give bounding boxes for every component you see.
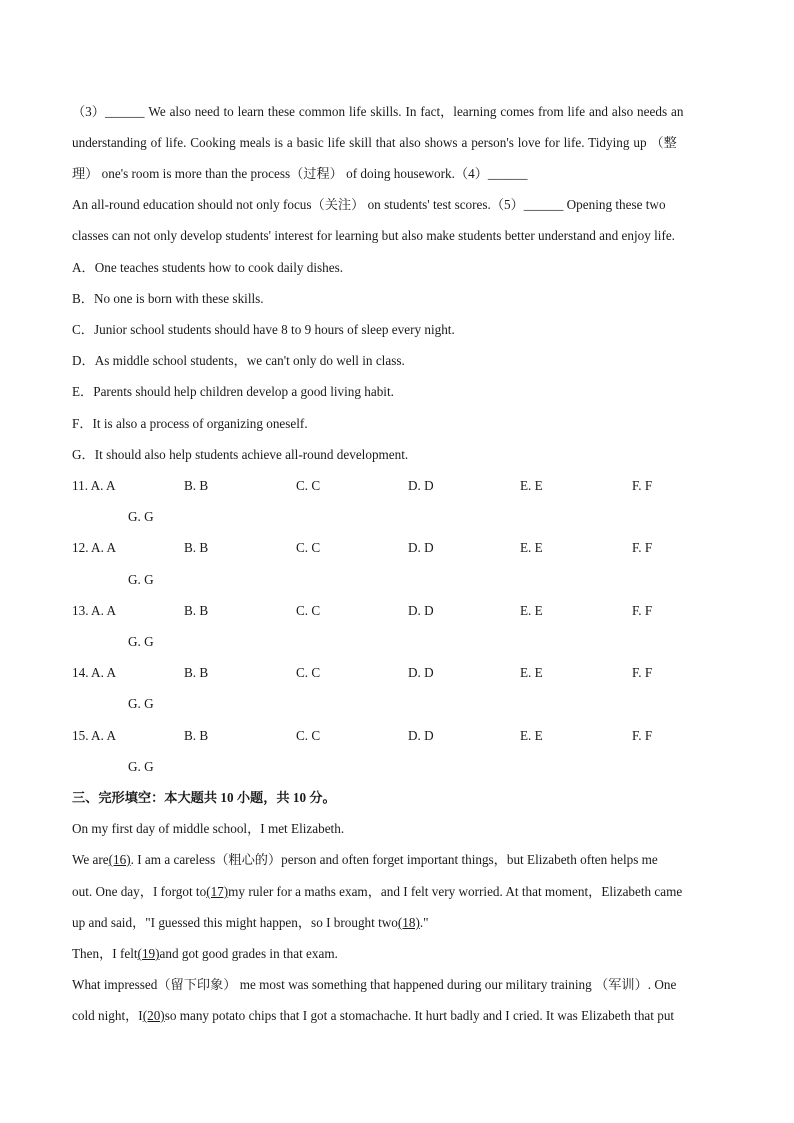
answer-choice-f[interactable]: F. F xyxy=(632,478,653,493)
passage-line: （3）______ We also need to learn these common life skills. In fact，learning comes from life and also needs an xyxy=(72,104,684,119)
answer-choice-a[interactable]: 15. A. A xyxy=(72,728,116,743)
answer-choice-e[interactable]: E. E xyxy=(520,478,543,493)
answer-choice-e[interactable]: E. E xyxy=(520,665,543,680)
section-heading: 三、完形填空：本大题共 10 小题，共 10 分。 xyxy=(72,790,336,805)
passage-line: An all-round education should not only focus（关注） on students' test scores.（5）______ Opening these two xyxy=(72,197,666,212)
cloze-line xyxy=(72,946,338,962)
option-a: A．One teaches students how to cook daily dishes. xyxy=(72,260,344,275)
answer-choice-e[interactable]: E. E xyxy=(520,603,543,618)
blank-16[interactable]: (16) xyxy=(108,852,131,867)
answer-choice-e[interactable]: E. E xyxy=(520,540,543,555)
answer-choice-f[interactable]: F. F xyxy=(632,540,653,555)
answer-choice-b[interactable]: B. B xyxy=(184,603,209,618)
cloze-line xyxy=(72,852,658,868)
option-f: F．It is also a process of organizing oneself. xyxy=(72,416,308,431)
answer-choice-a[interactable]: 11. A. A xyxy=(72,478,116,493)
passage-line: understanding of life. Cooking meals is a basic life skill that also shows a person's love for life. Tidying up （整 xyxy=(72,135,677,150)
answer-choice-d[interactable]: D. D xyxy=(408,540,434,555)
option-b: B．No one is born with these skills. xyxy=(72,291,264,306)
cloze-text: Then，I felt xyxy=(72,946,138,961)
answer-choice-f[interactable]: F. F xyxy=(632,728,653,743)
answer-choice-d[interactable]: D. D xyxy=(408,478,434,493)
answer-choice-g[interactable]: G. G xyxy=(128,696,154,711)
cloze-line xyxy=(72,884,682,900)
answer-choice-d[interactable]: D. D xyxy=(408,603,434,618)
answer-choice-b[interactable]: B. B xyxy=(184,540,209,555)
cloze-text: cold night，I xyxy=(72,1008,143,1023)
answer-choice-c[interactable]: C. C xyxy=(296,478,321,493)
passage-line: classes can not only develop students' interest for learning but also make students better understand and enjoy life. xyxy=(72,228,675,243)
cloze-text: out. One day，I forgot to xyxy=(72,884,207,899)
cloze-text: We are xyxy=(72,852,109,867)
option-c: C．Junior school students should have 8 to 9 hours of sleep every night. xyxy=(72,322,455,337)
cloze-line: What impressed（留下印象） me most was something that happened during our military training （军训）. One xyxy=(72,977,677,992)
blank-20[interactable]: (20) xyxy=(142,1008,165,1023)
cloze-text: ." xyxy=(419,915,429,930)
cloze-line xyxy=(72,915,429,931)
answer-choice-c[interactable]: C. C xyxy=(296,665,321,680)
answer-choice-a[interactable]: 13. A. A xyxy=(72,603,116,618)
answer-choice-c[interactable]: C. C xyxy=(296,603,321,618)
answer-choice-d[interactable]: D. D xyxy=(408,728,434,743)
answer-choice-g[interactable]: G. G xyxy=(128,759,154,774)
cloze-line xyxy=(72,1008,674,1024)
cloze-text: and got good grades in that exam. xyxy=(159,946,338,961)
blank-19[interactable]: (19) xyxy=(137,946,160,961)
answer-choice-b[interactable]: B. B xyxy=(184,665,209,680)
cloze-text: so many potato chips that I got a stomachache. It hurt badly and I cried. It was Elizabeth that put xyxy=(164,1008,675,1023)
answer-choice-b[interactable]: B. B xyxy=(184,728,209,743)
answer-choice-e[interactable]: E. E xyxy=(520,728,543,743)
answer-choice-g[interactable]: G. G xyxy=(128,572,154,587)
blank-18[interactable]: (18) xyxy=(397,915,420,930)
cloze-text: my ruler for a maths exam，and I felt very worried. At that moment，Elizabeth came xyxy=(228,884,683,899)
answer-choice-c[interactable]: C. C xyxy=(296,728,321,743)
option-g: G．It should also help students achieve all-round development. xyxy=(72,447,409,462)
answer-choice-f[interactable]: F. F xyxy=(632,603,653,618)
answer-choice-g[interactable]: G. G xyxy=(128,509,154,524)
cloze-text: . I am a careless（粗心的）person and often forget important things，but Elizabeth often helps me xyxy=(130,852,658,867)
option-d: D．As middle school students，we can't only do well in class. xyxy=(72,353,405,368)
answer-choice-a[interactable]: 14. A. A xyxy=(72,665,116,680)
answer-choice-c[interactable]: C. C xyxy=(296,540,321,555)
cloze-intro: On my first day of middle school，I met Elizabeth. xyxy=(72,821,345,836)
answer-choice-b[interactable]: B. B xyxy=(184,478,209,493)
cloze-text: up and said，"I guessed this might happen，so I brought two xyxy=(72,915,398,930)
passage-line: 理） one's room is more than the process（过程） of doing housework.（4）______ xyxy=(72,166,528,181)
blank-17[interactable]: (17) xyxy=(206,884,229,899)
answer-choice-f[interactable]: F. F xyxy=(632,665,653,680)
option-e: E．Parents should help children develop a good living habit. xyxy=(72,384,394,399)
answer-choice-a[interactable]: 12. A. A xyxy=(72,540,116,555)
answer-choice-g[interactable]: G. G xyxy=(128,634,154,649)
answer-choice-d[interactable]: D. D xyxy=(408,665,434,680)
